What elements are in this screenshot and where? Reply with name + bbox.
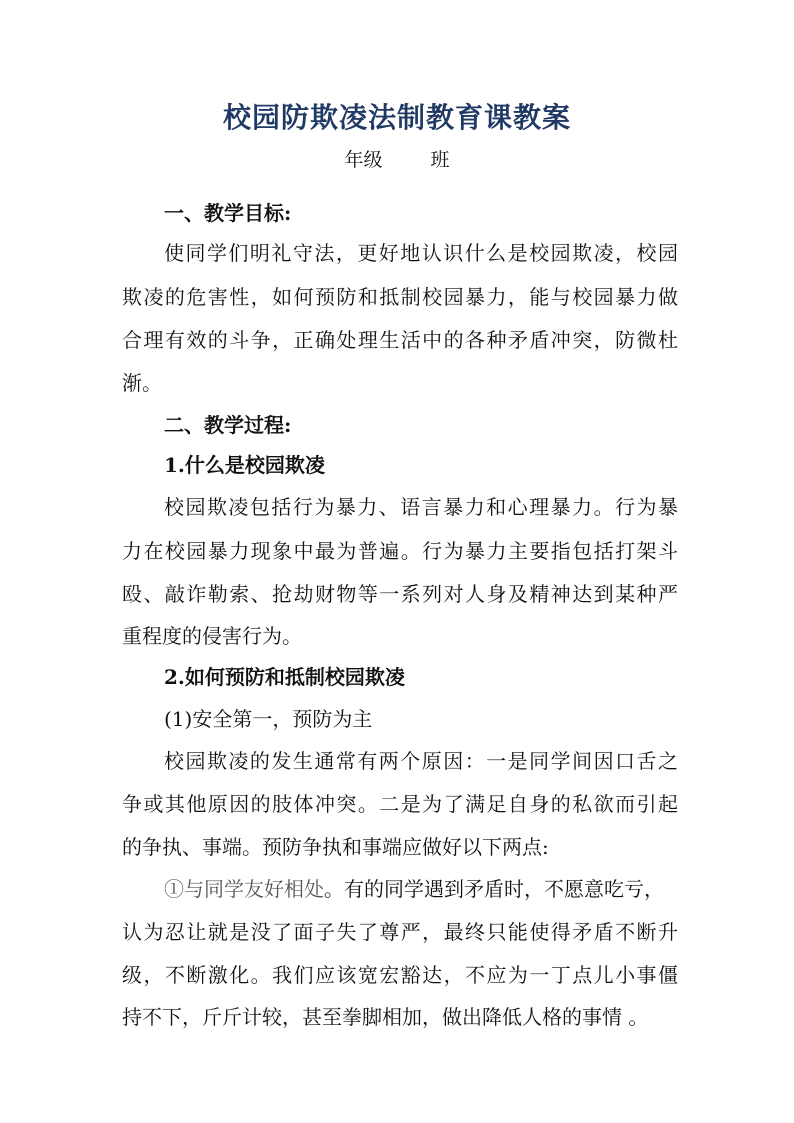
paragraph-line: 的争执、事端。预防争执和事端应做好以下两点: [122, 835, 549, 859]
paragraph-line: 渐。 [122, 371, 162, 395]
paragraph-line [164, 874, 678, 904]
document-title: 校园防欺凌法制教育课教案 [222, 101, 571, 134]
paragraph-line: 级，不断激化。我们应该宽宏豁达，不应为一丁点儿小事僵 [122, 963, 678, 987]
paragraph-line: 校园欺凌包括行为暴力、语言暴力和心理暴力。行为暴 [164, 495, 678, 519]
subsection-heading-prevention: 2.如何预防和抵制校园欺凌 [164, 665, 405, 689]
list-item-lead: ①与同学友好相处 [164, 877, 324, 901]
paragraph-line: 合理有效的斗争，正确处理生活中的各种矛盾冲突，防微杜 [122, 328, 678, 352]
paragraph-line: 使同学们明礼守法，更好地认识什么是校园欺凌，校园 [164, 241, 678, 265]
subsection-heading-what-is-bullying: 1.什么是校园欺凌 [164, 453, 325, 477]
paragraph-line: 殴、敲诈勒索、抢劫财物等一系列对人身及精神达到某种严 [122, 582, 678, 606]
class-label: 班 [430, 149, 450, 171]
grade-class-line [0, 146, 794, 174]
paragraph-line: 持不下，斤斤计较，甚至拳脚相加，做出降低人格的事情 。 [122, 1005, 649, 1029]
paragraph-line: 校园欺凌的发生通常有两个原因：一是同学间因口舌之 [164, 749, 678, 773]
paragraph-line: 重程度的侵害行为。 [122, 624, 302, 648]
grade-label: 年级 [344, 149, 383, 171]
paragraph-line: 欺凌的危害性，如何预防和抵制校园暴力，能与校园暴力做 [122, 285, 678, 309]
paragraph-line: 力在校园暴力现象中最为普遍。行为暴力主要指包括打架斗 [122, 539, 678, 563]
section-heading-objectives: 一、教学目标: [164, 201, 292, 225]
paragraph-line: 认为忍让就是没了面子失了尊严，最终只能使得矛盾不断升 [122, 920, 678, 944]
section-heading-process: 二、教学过程: [164, 413, 292, 437]
list-item-text: 。有的同学遇到矛盾时，不愿意吃亏， [324, 877, 664, 901]
paragraph-line: 争或其他原因的肢体冲突。二是为了满足自身的私欲而引起 [122, 792, 678, 816]
sub-item-heading: (1)安全第一，预防为主 [164, 707, 373, 731]
